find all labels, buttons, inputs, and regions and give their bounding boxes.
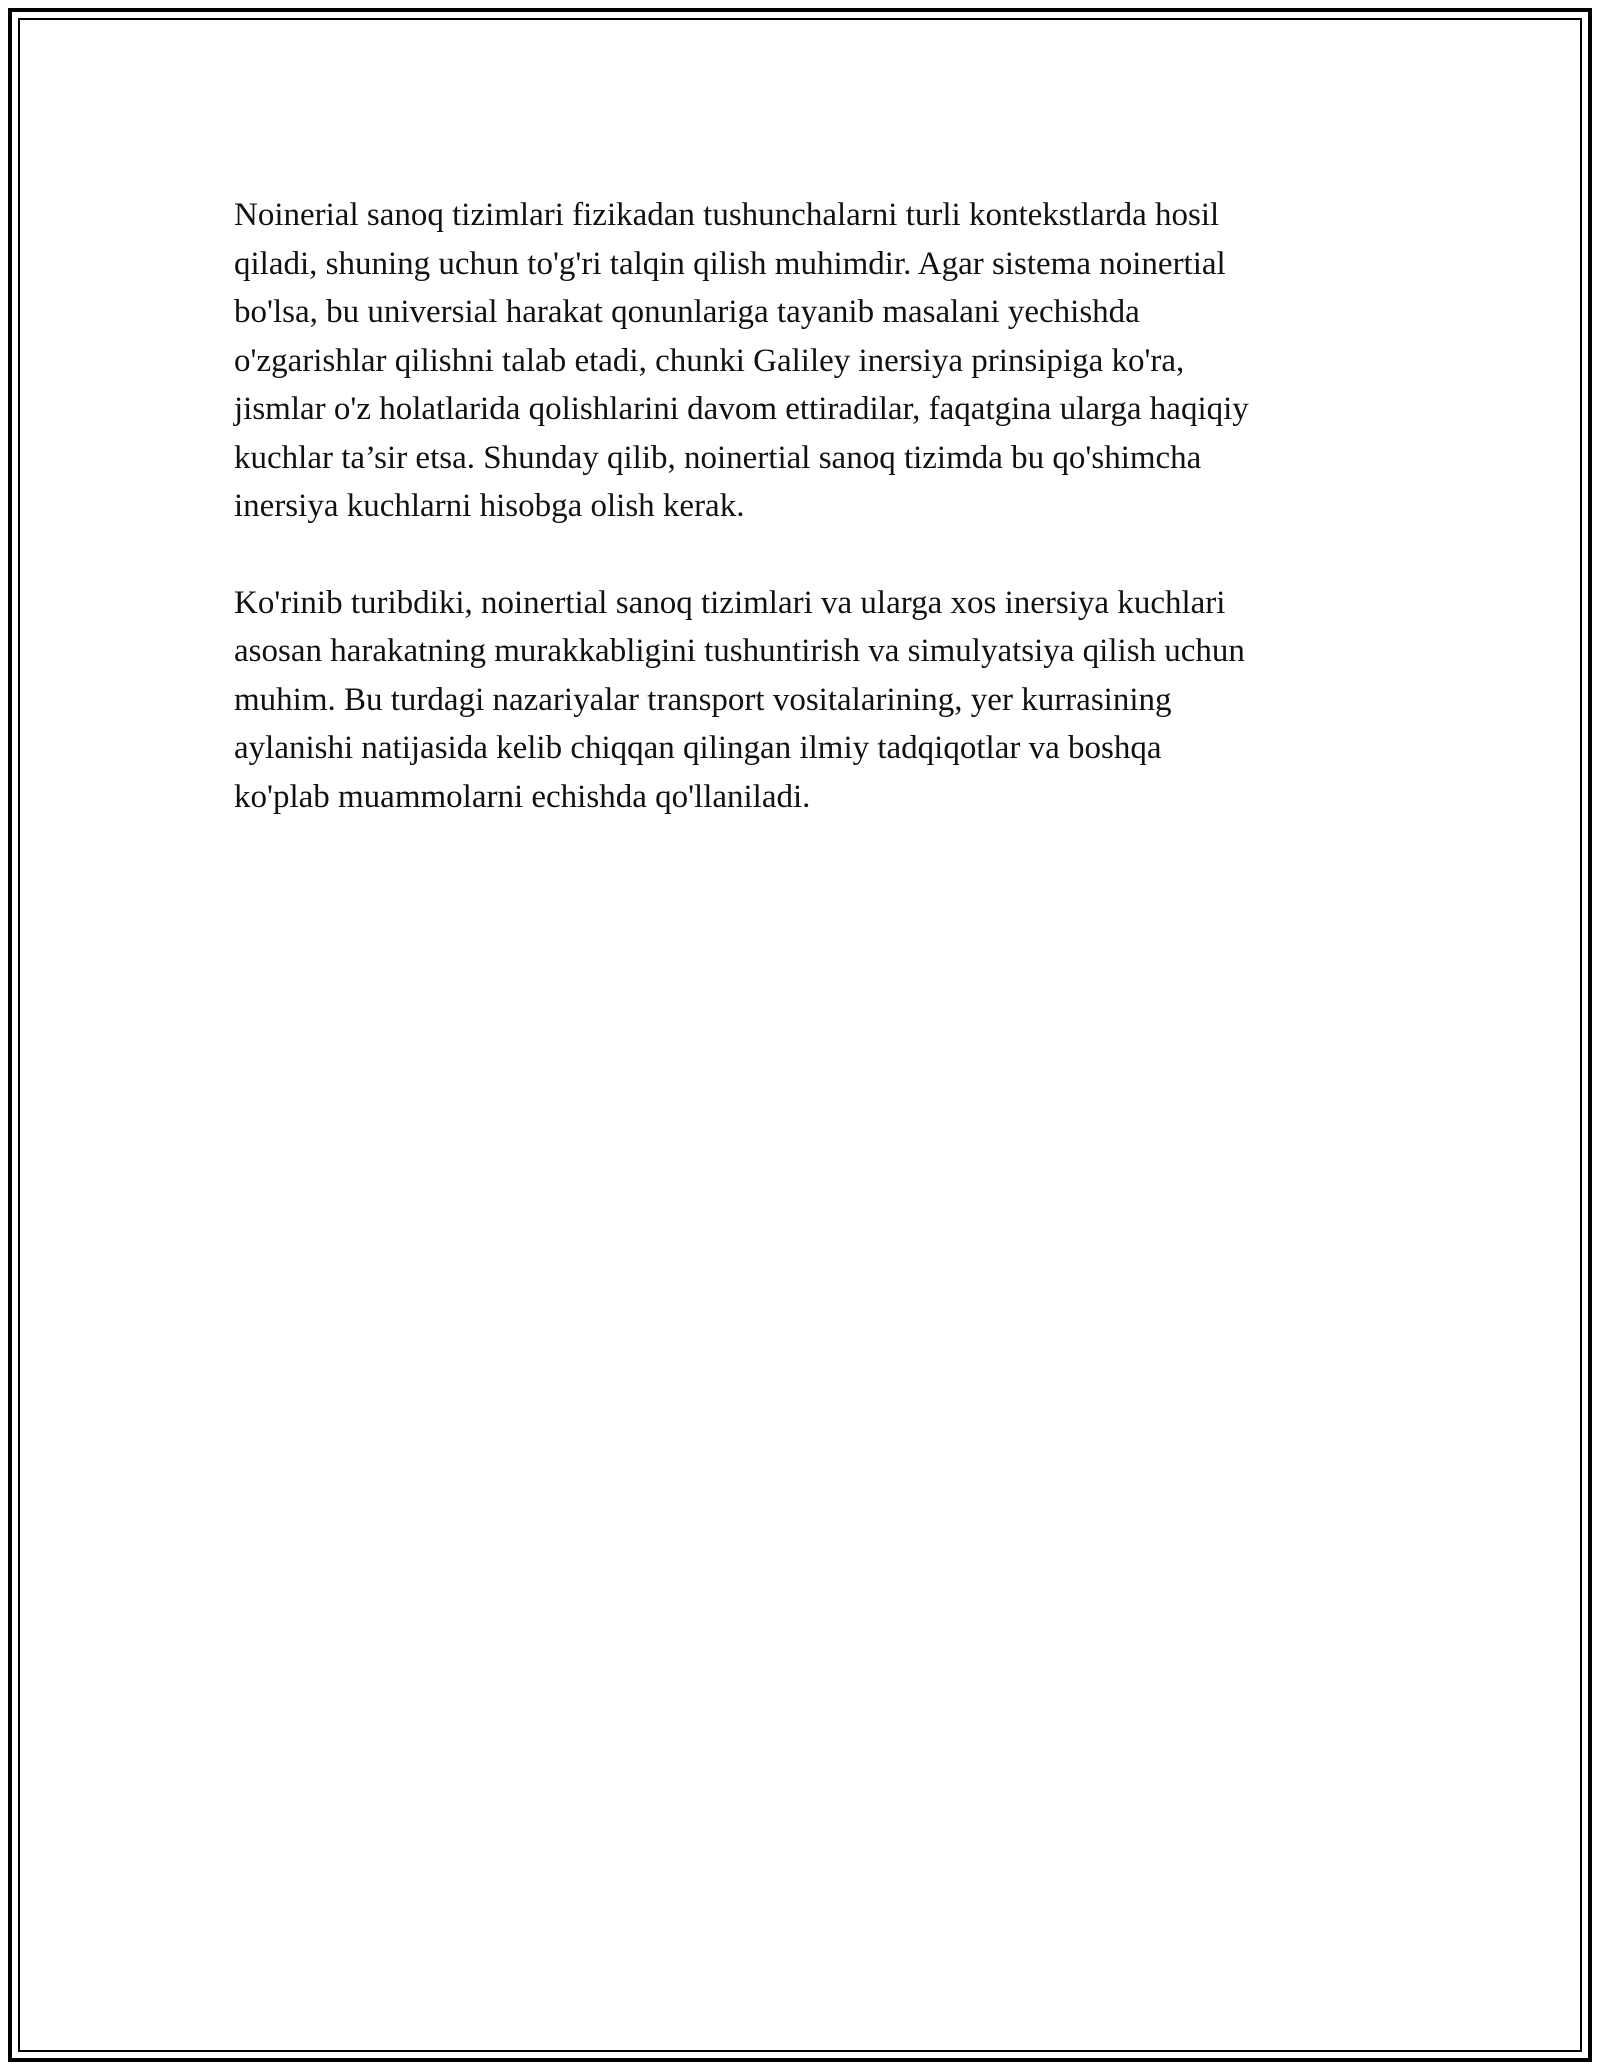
paragraph-line: ko'plab muammolarni echishda qo'llaniladi. <box>234 778 811 815</box>
paragraph-line: bo'lsa, bu universial harakat qonunlariga tayanib masalani yechishda <box>234 294 1140 330</box>
document-body <box>234 191 1404 869</box>
paragraph-line: asosan harakatning murakkabligini tushuntirish va simulyatsiya qilish uchun <box>234 633 1245 669</box>
paragraph-line: Noinerial sanoq tizimlari fizikadan tushunchalarni turli kontekstlarda hosil <box>234 197 1220 233</box>
paragraph-line: jismlar o'z holatlarida qolishlarini davom ettiradilar, faqatgina ularga haqiqiy <box>234 391 1249 427</box>
paragraph-line: Ko'rinib turibdiki, noinertial sanoq tizimlari va ularga xos inersiya kuchlari <box>234 584 1226 621</box>
paragraph-line: muhim. Bu turdagi nazariyalar transport vositalarining, yer kurrasining <box>234 681 1172 718</box>
paragraph-1 <box>234 191 1404 531</box>
paragraph-line: inersiya kuchlarni hisobga olish kerak. <box>234 488 745 524</box>
paragraph-line: aylanishi natijasida kelib chiqqan qilingan ilmiy tadqiqotlar va boshqa <box>234 730 1162 766</box>
paragraph-line: kuchlar ta’sir etsa. Shunday qilib, noinertial sanoq tizimda bu qo'shimcha <box>234 439 1202 476</box>
paragraph-line: qiladi, shuning uchun to'g'ri talqin qilish muhimdir. Agar sistema noinertial <box>234 245 1226 282</box>
paragraph-2 <box>234 579 1404 822</box>
paragraph-line: o'zgarishlar qilishni talab etadi, chunki Galiley inersiya prinsipiga ko'ra, <box>234 342 1185 379</box>
page-frame <box>8 8 1592 2062</box>
